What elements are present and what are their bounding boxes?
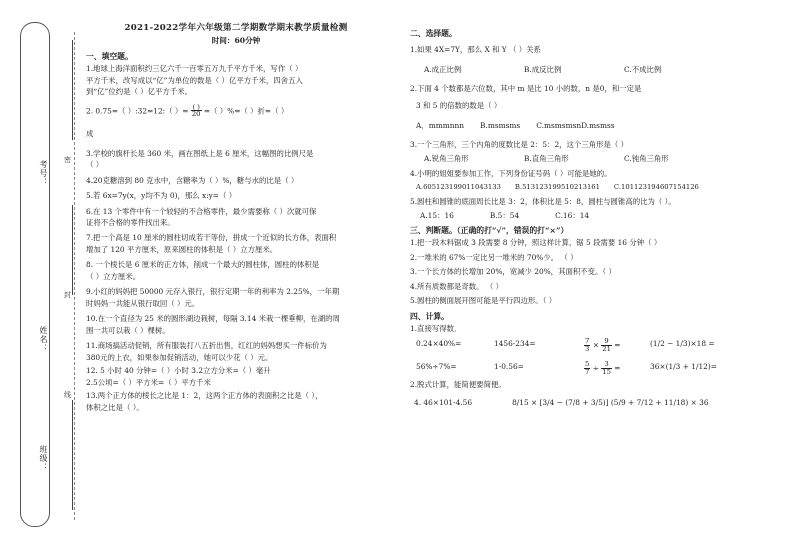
frac-numerator: 7 <box>585 337 590 346</box>
q10-line2: 围一共可以栽（ ）棵树。 <box>86 325 170 335</box>
q1-line3: 到“亿”位约是（ ）亿平方千米。 <box>86 87 192 97</box>
calc-direct-heading: 1.直接写得数． <box>410 323 462 333</box>
q1-line1: 1.地球上海洋面积约三亿六千一百零五万九千平方千米，写作（ ） <box>86 64 303 74</box>
c4-option-b[interactable]: B.513123199510213161 <box>514 182 600 191</box>
q11-line2: 380元的上衣，如果参加促销活动，她可以少花（ ）元。 <box>86 352 273 362</box>
q7-line2: 增加了 120 平方厘米，原来圆柱的体积是（ ）立方厘米。 <box>86 244 278 254</box>
frac-denominator: 3 <box>585 345 590 354</box>
calc-equals: = <box>614 363 621 373</box>
calc-item-7 <box>584 361 650 376</box>
calc-item-2: 1456-234= <box>494 339 536 349</box>
c1-question: 1.如果 4X=7Y，那么 X 和 Y （ ）关系 <box>410 45 541 55</box>
j5-statement: 5.圆柱的侧面展开图可能是平行四边形。（ ） <box>410 296 557 306</box>
calc-stepwise-heading: 2.脱式计算，能简便要简便。 <box>410 380 506 390</box>
stepwise-expr-1: 4. 46×101-4.56 <box>414 397 473 407</box>
j1-statement: 1.把一段木料锯成 3 段需要 8 分钟，照这样计算，锯 5 段需要 16 分钟（ ） <box>410 238 662 248</box>
calc-item-7-frac-b <box>601 361 612 376</box>
j2-statement: 2.一堆米的 67%一定比另一堆米的 70%少。 （ ） <box>410 252 578 262</box>
frac-denominator: 15 <box>602 367 611 376</box>
mi-mark: 密 <box>64 156 71 164</box>
calc-item-5: 56%÷7%= <box>416 361 457 371</box>
calc-item-1: 0.24×40%= <box>416 339 462 349</box>
xingming-blank <box>72 205 73 295</box>
frac-denominator: 7 <box>585 367 590 376</box>
section-choice-title: 二、选择题。 <box>410 29 457 38</box>
c1-option-c[interactable]: C.不成比例 <box>624 64 662 74</box>
frac-numerator: 3 <box>601 361 612 369</box>
c2-option-a[interactable]: A．mmmnnn <box>416 120 465 130</box>
exam-time: 时间：60分钟 <box>211 36 261 46</box>
c2-option-cd[interactable]: C.msmsmsnD.msmss <box>536 120 615 130</box>
c1-option-b[interactable]: B.成反比例 <box>524 64 562 74</box>
q2-fraction-numerator: ( ) <box>192 102 200 111</box>
q2-fraction-denominator: 20 <box>191 110 201 119</box>
c5-option-a[interactable]: A.15：16 <box>420 210 454 220</box>
q10-line1: 10.在一个直径为 25 米的圆形湖边栽树，每隔 3.14 米栽一棵垂柳，在湖的周 <box>86 314 340 324</box>
q1-line2: 平方千米，改写成以“亿”为单位的数是（ ）亿平方千米，四舍五入 <box>86 75 303 85</box>
q2-fraction <box>191 104 202 119</box>
c2-question-line2: 3 和 5 的倍数的数是（ ） <box>416 101 502 111</box>
c3-option-c[interactable]: C.钝角三角形 <box>624 153 669 163</box>
calc-item-6: 1-0.56= <box>494 361 524 371</box>
c3-question: 3.一个三角形，三个内角的度数比是 2：5：2，这个三角形是（ ） <box>410 140 629 150</box>
q6-line2: 证将不合格的零件找出来。 <box>86 217 175 227</box>
c4-question: 4.小明的姐姐要参加工作，下列身份证号码（ ）可能是她的。 <box>410 169 612 179</box>
c3-option-a[interactable]: A.锐角三角形 <box>424 153 469 163</box>
feng-mark: 封 <box>64 291 71 299</box>
q5-line: 5.若 6x=7y(x，y均不为 0)，那么 x:y=（ ） <box>86 191 237 201</box>
c5-options <box>410 210 780 221</box>
seal-dashed-line <box>74 32 75 520</box>
q12-line1: 12. 5 小时 40 分钟=（ ）小时 3.2立方分米=（ ）毫升 <box>86 366 271 376</box>
q9-line1: 9.小红的妈妈把 50000 元存入银行，银行定期一年的利率为 2.25%，一年期 <box>86 287 340 297</box>
kaohao-label: 考号： <box>39 160 48 187</box>
c1-options <box>410 64 780 75</box>
c2-option-b[interactable]: B.msmsms <box>480 120 521 130</box>
q9-line2: 时妈妈一共能从银行取回（ ）元。 <box>86 298 200 308</box>
calc-item-3-frac-a <box>584 338 590 353</box>
section-judge-title: 三、判断题。（正确的打“√”，错误的打“×”） <box>410 226 569 236</box>
stepwise-expr-2: 8/15 × [3/4 − (7/8 + 3/5)] (5/9 + 7/12 + 11/18) × 36 <box>512 397 709 407</box>
calc-item-8: 36×(1/3 + 1/12)= <box>650 361 717 371</box>
q12-line2: 2.5公顷=（ ）平方米=（ ）平方千米 <box>86 377 211 387</box>
j4-statement: 4.所有质数都是奇数。 （ ） <box>410 281 504 291</box>
q7-line1: 7.把一个高是 10 厘米的圆柱切成若干等份，拼成一个近似的长方体，表面积 <box>86 233 337 243</box>
q3-line2: （ ） <box>86 160 104 170</box>
c1-option-a[interactable]: A.成正比例 <box>424 64 462 74</box>
q13-line1: 13.两个正方体的棱长之比是 1：2，这两个正方体的表面积之比是（ ）， <box>86 391 323 401</box>
calc-item-3-frac-b <box>601 338 612 353</box>
left-column <box>86 22 386 413</box>
q13-line2: 体积之比是（ ）。 <box>86 402 144 412</box>
c3-option-b[interactable]: B.直角三角形 <box>524 153 569 163</box>
calc-equals: = <box>614 340 621 350</box>
section-fill-blank-title: 一、填空题。 <box>86 52 133 62</box>
stepwise-calc-row <box>410 397 780 408</box>
xian-mark: 线 <box>64 391 71 399</box>
calc-item-4: (1/2 − 1/3)×18 = <box>650 339 715 349</box>
c5-option-c[interactable]: C.16：14 <box>555 210 590 220</box>
exam-title: 2021-2022学年六年级第二学期数学期末教学质量检测 <box>124 23 348 33</box>
c4-option-c[interactable]: C.101123194607154126 <box>613 182 699 191</box>
c4-option-a[interactable]: A.605123199011043133 <box>416 182 501 191</box>
calc-item-7-frac-a <box>584 361 590 376</box>
j3-statement: 3.一个长方体的长增加 20%，宽减少 20%，其面积不变。（ ） <box>410 267 616 277</box>
calc-operator: ÷ <box>592 363 599 373</box>
section-calc-title: 四、计算。 <box>410 311 449 321</box>
q2-line2: 成 <box>86 129 94 139</box>
c5-question: 5.圆柱和圆锥的底面周长比是 3：2，体积比是 5：8，圆柱与圆锥高的比为（ ）。 <box>410 197 676 207</box>
q3-line1: 3.学校的旗杆长是 360 米，画在图纸上是 6 厘米，这幅图的比例尺是 <box>86 148 314 158</box>
xingming-label: 姓名： <box>39 326 48 353</box>
q2-line1 <box>86 104 386 119</box>
c5-option-b[interactable]: B.5：54 <box>489 210 520 220</box>
calc-item-3 <box>584 338 650 353</box>
q8-line2: （ ）立方厘米。 <box>86 271 141 281</box>
direct-calc-grid <box>410 338 780 375</box>
q2-part2: =（ ）%=（ ）折=（ ） <box>203 105 289 115</box>
banji-label: 班级： <box>39 445 48 472</box>
frac-numerator: 9 <box>601 338 612 346</box>
q8-line1: 8. 一个棱长是 6 厘米的正方体，削成一个最大的圆柱体，圆柱的体积是 <box>86 260 320 270</box>
c2-options <box>410 120 780 131</box>
right-column <box>410 22 780 408</box>
c2-question-line1: 2.下面 4 个数都是六位数，其中 m 是比 10 小的数，n 是0，和一定是 <box>410 84 642 94</box>
kaohao-blank <box>72 40 73 140</box>
c4-options <box>410 182 780 193</box>
q2-part1: 2. 0.75=（ ）:32=12:（ ）= <box>86 105 189 115</box>
q6-line1: 6.在 13 个零件中有一个较轻的不合格零件，最少需要称（ ）次就可保 <box>86 206 317 216</box>
calc-operator: × <box>592 340 599 350</box>
banji-blank <box>72 400 73 510</box>
q11-line1: 11.商场搞活动促销，所有服装打八五折出售，红红的妈妈想买一件标价为 <box>86 341 327 351</box>
frac-denominator: 21 <box>602 345 611 354</box>
c3-options <box>410 153 780 164</box>
q4-line: 4.20克糖溶到 80 克水中，含糖率为（ ）%，糖与水的比是（ ） <box>86 175 299 185</box>
frac-numerator: 5 <box>585 359 590 368</box>
